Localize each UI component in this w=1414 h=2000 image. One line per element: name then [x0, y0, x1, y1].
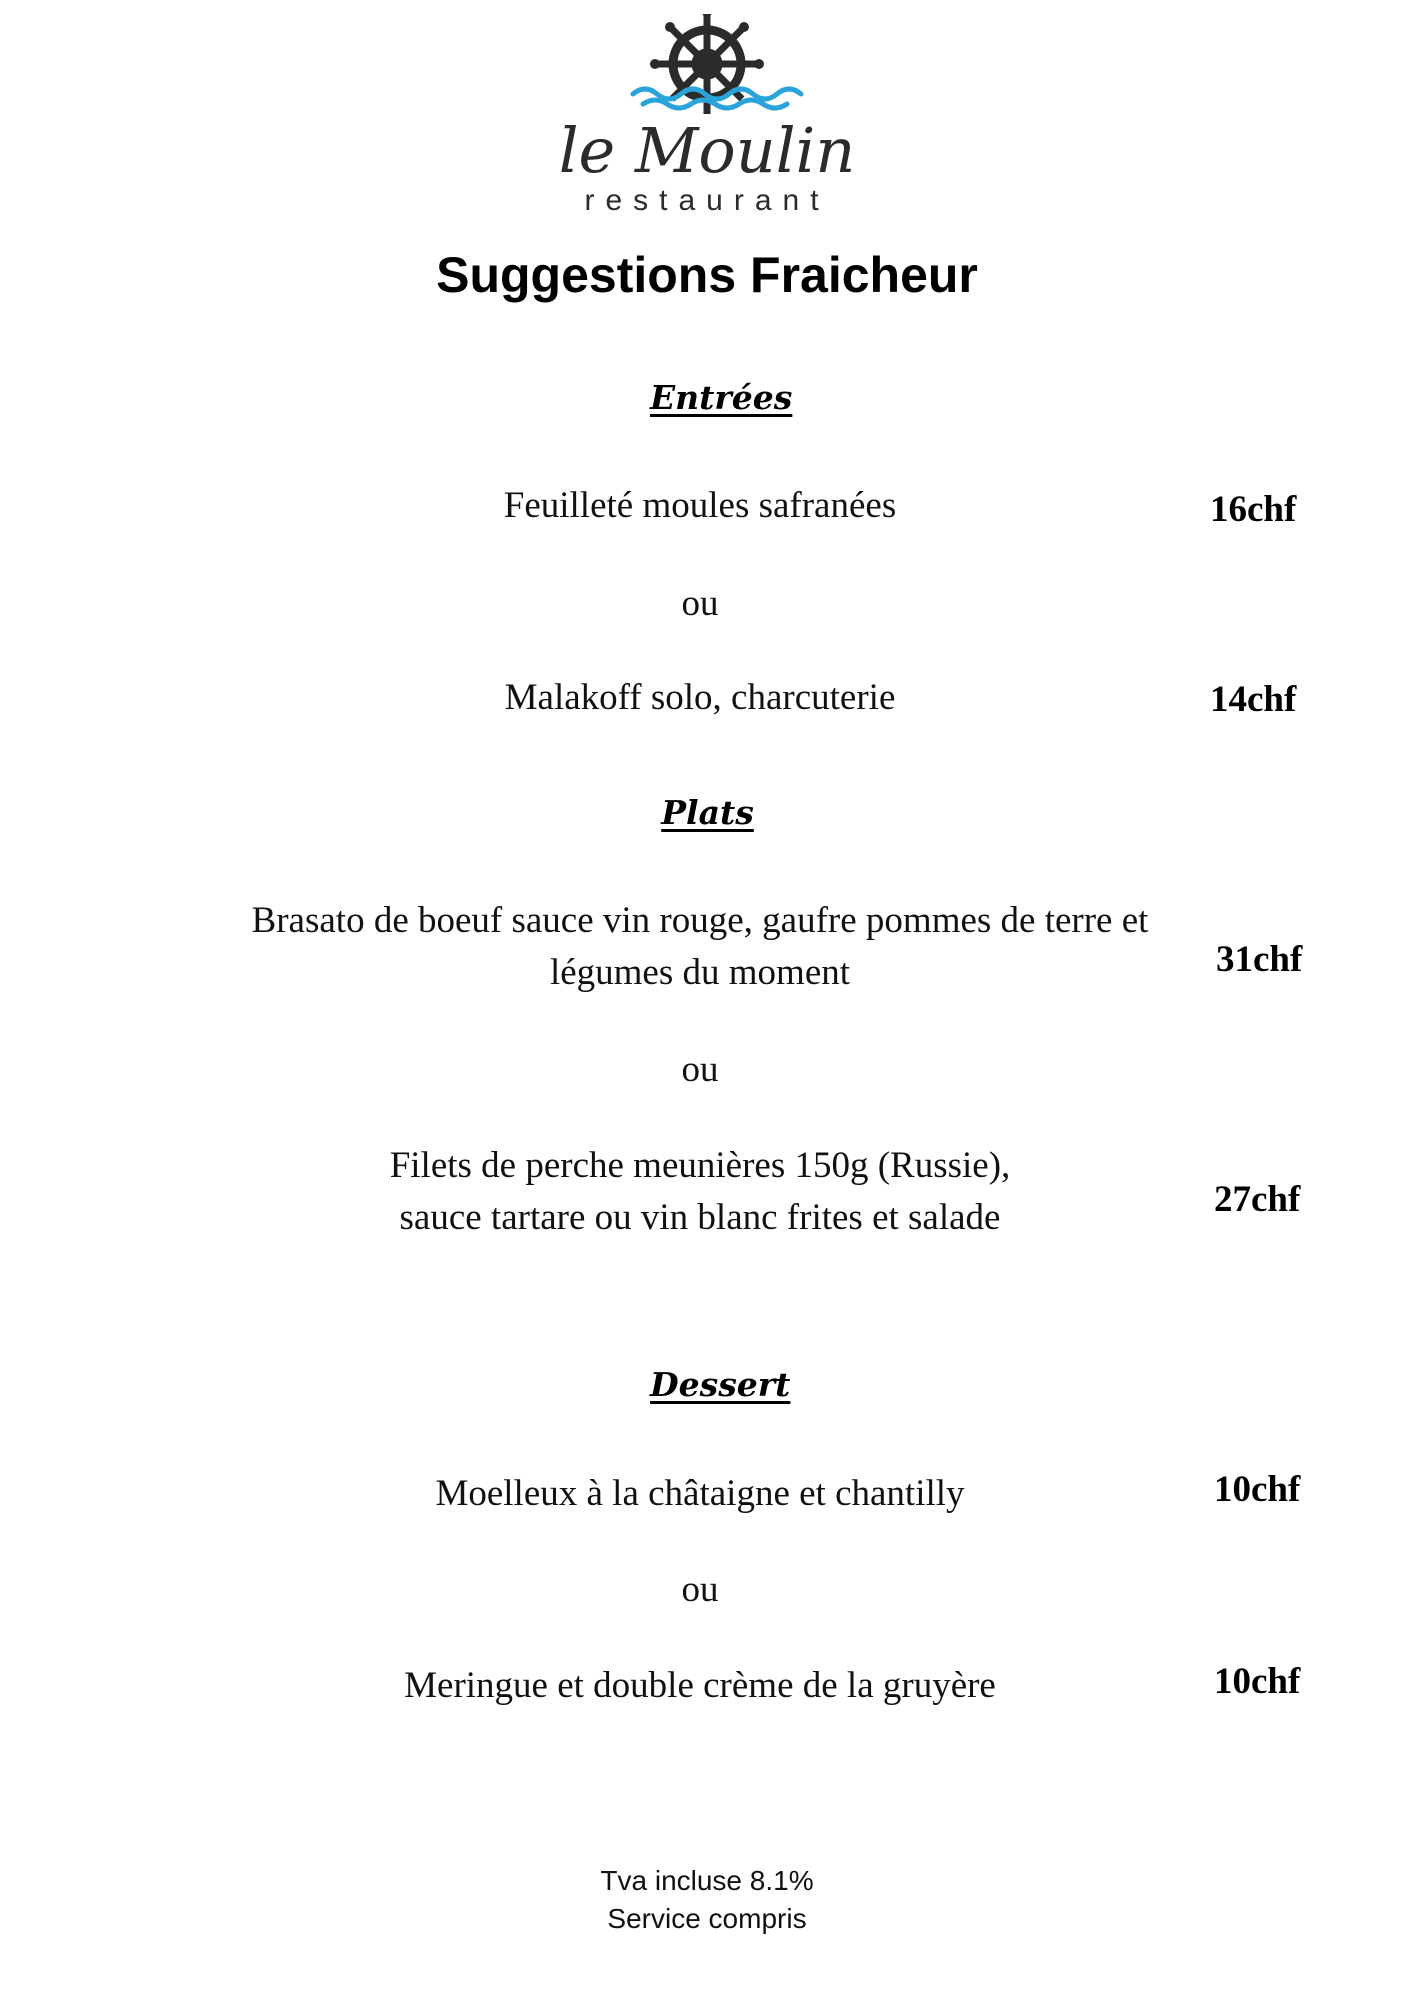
menu-item-name	[200, 1140, 1200, 1244]
menu-item-name: Meringue et double crème de la gruyère	[404, 1665, 996, 1706]
menu-item-price: 14chf	[1210, 679, 1297, 720]
menu-item-line: sauce tartare ou vin blanc frites et salade	[399, 1197, 1001, 1238]
restaurant-logo	[0, 14, 1414, 214]
ship-wheel-logo-graphic	[537, 14, 877, 214]
footer-service-note: Service compris	[607, 1903, 807, 1934]
menu-item-price: 31chf	[1216, 939, 1303, 980]
menu-item-line: légumes du moment	[549, 952, 851, 993]
separator-or: ou	[681, 1049, 719, 1090]
menu-item-line: Brasato de boeuf sauce vin rouge, gaufre pommes de terre et	[251, 900, 1149, 941]
brand-sub-name: restaurant	[584, 184, 830, 214]
section-heading-plats: Plats	[661, 793, 754, 832]
menu-item-name: Feuilleté moules safranées	[503, 485, 897, 526]
separator-or: ou	[681, 583, 719, 624]
footer-notes	[0, 1862, 1414, 1938]
menu-item-name	[200, 895, 1200, 999]
menu-item-name: Malakoff solo, charcuterie	[504, 677, 896, 718]
menu-item-price: 16chf	[1210, 489, 1297, 530]
brand-script-name: le Moulin	[558, 114, 856, 187]
section-heading-dessert: Dessert	[650, 1365, 791, 1404]
menu-item-price: 10chf	[1214, 1469, 1301, 1510]
menu-item-line: Filets de perche meunières 150g (Russie),	[389, 1145, 1011, 1186]
menu-item-price: 27chf	[1214, 1179, 1301, 1220]
menu-item-name: Moelleux à la châtaigne et chantilly	[435, 1473, 965, 1514]
separator-or: ou	[681, 1569, 719, 1610]
section-heading-entrees: Entrées	[650, 378, 793, 417]
footer-tax-note: Tva incluse 8.1%	[600, 1865, 814, 1896]
menu-item-price: 10chf	[1214, 1661, 1301, 1702]
page-title: Suggestions Fraicheur	[436, 247, 978, 303]
